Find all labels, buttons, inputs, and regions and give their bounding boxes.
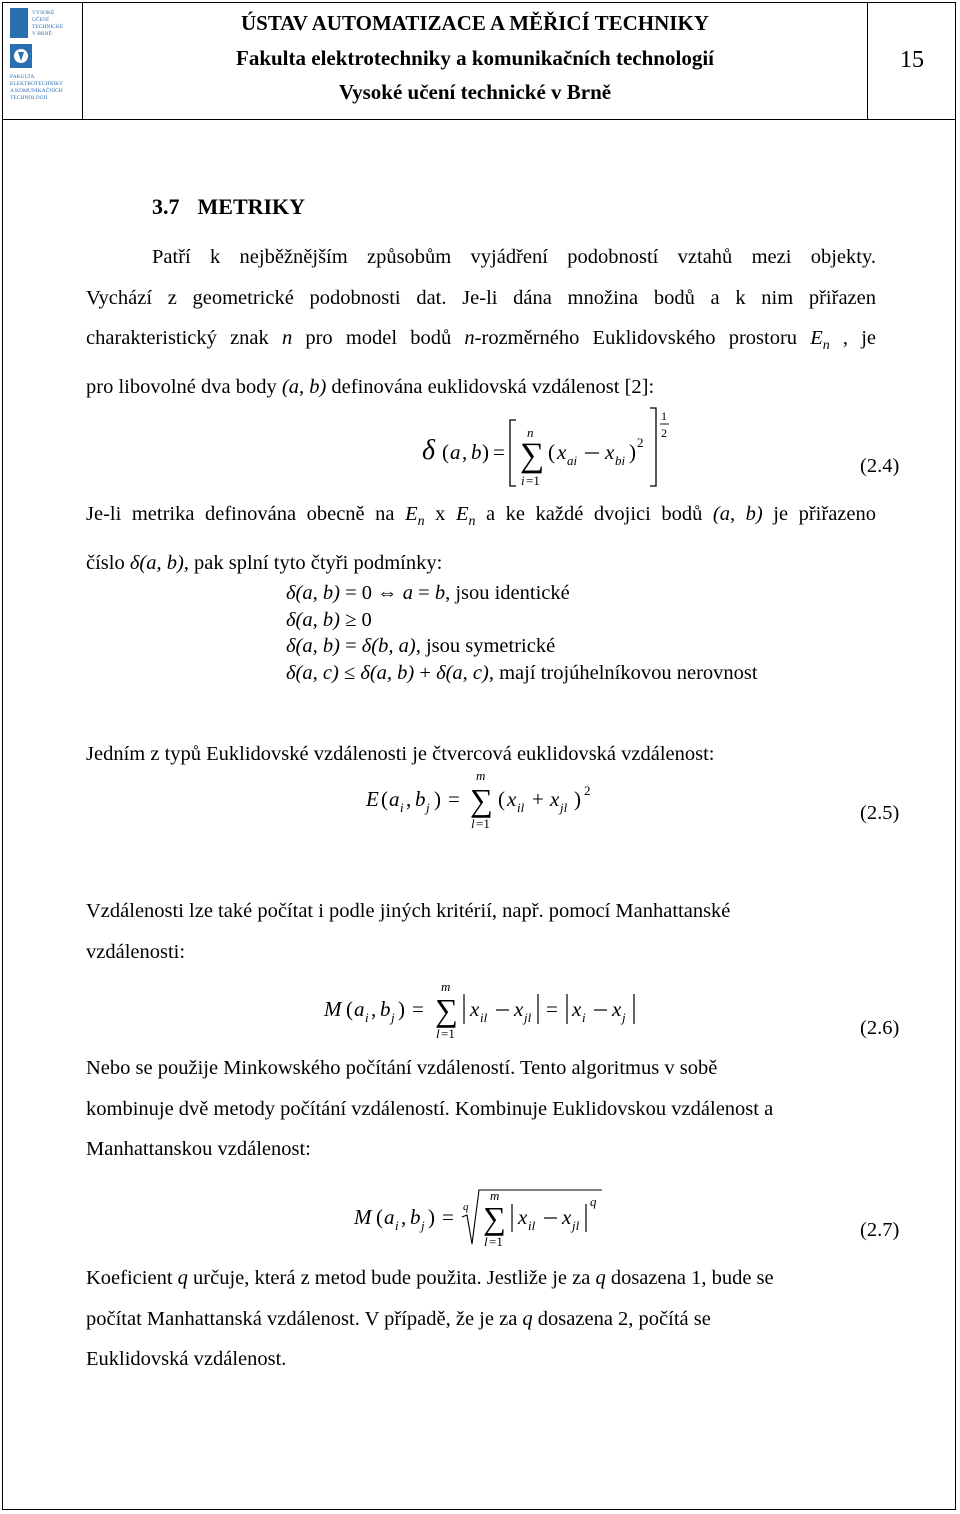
minkowski-intro-paragraph	[86, 1048, 876, 1170]
svg-text:=: =	[546, 997, 558, 1021]
svg-text:i: i	[365, 1010, 369, 1025]
university-name: Vysoké učení technické v Brně	[338, 80, 612, 104]
page-number: 15	[900, 47, 924, 73]
svg-text:(: (	[376, 1205, 383, 1229]
svg-text:,: ,	[406, 787, 412, 811]
svg-text:): )	[434, 787, 441, 811]
svg-text:il: il	[480, 1010, 488, 1025]
intro-line-4: pro libovolné dva body (a, b) definována euklidovská vzdálenost [2]:	[86, 375, 655, 398]
svg-text:(: (	[346, 997, 353, 1021]
svg-text:l: l	[436, 1026, 440, 1041]
svg-text:M: M	[354, 1205, 372, 1229]
svg-text:δ: δ	[422, 435, 436, 466]
svg-text:x: x	[557, 440, 567, 464]
svg-text:m: m	[441, 980, 451, 994]
condition-triangle: δ(a, c) ≤ δ(a, b) + δ(a, c), mají trojúhelníkovou nerovnost	[286, 661, 758, 684]
svg-text:UČENÍ: UČENÍ	[32, 17, 49, 23]
svg-text:jl: jl	[524, 1010, 532, 1025]
conclusion-line-1: Koeficient q určuje, která z metod bude použita. Jestliže je za q dosazena 1, bude se	[86, 1267, 774, 1289]
equation-number-2-5: (2.5)	[860, 802, 900, 824]
minkowski-intro-line-3: Manhattanskou vzdálenost:	[86, 1138, 311, 1160]
svg-text:=1: =1	[476, 816, 490, 831]
svg-text:m: m	[476, 768, 486, 783]
metric-intro-line-1: Je-li metrika definována obecně na $E_n$ x $E_n$ a ke každé dvojici bodů (a, b) je přiřazeno	[86, 503, 877, 530]
page-header	[2, 2, 956, 120]
svg-text:j: j	[421, 1218, 425, 1233]
svg-text:): )	[629, 440, 636, 464]
svg-text:jl: jl	[572, 1218, 580, 1233]
svg-text:+: +	[532, 787, 544, 811]
svg-text:(: (	[442, 440, 449, 464]
svg-text:x: x	[470, 997, 480, 1021]
equation-number-2-6: (2.6)	[860, 1017, 900, 1039]
svg-text:x: x	[507, 787, 517, 811]
svg-text:=: =	[448, 787, 460, 811]
svg-text:l: l	[471, 816, 475, 831]
svg-text:j: j	[622, 1010, 626, 1025]
svg-text:i: i	[395, 1218, 399, 1233]
svg-text:a: a	[389, 787, 400, 811]
equation-2-6	[322, 980, 652, 1046]
svg-text:x: x	[514, 997, 524, 1021]
svg-text:m: m	[490, 1188, 500, 1203]
svg-text:l: l	[484, 1234, 488, 1249]
svg-text:(: (	[548, 440, 555, 464]
svg-text:∑: ∑	[520, 437, 545, 474]
svg-text:x: x	[605, 440, 615, 464]
svg-text:): )	[398, 997, 405, 1021]
svg-text:,: ,	[462, 440, 468, 464]
svg-text:TECHNICKÉ: TECHNICKÉ	[32, 24, 64, 30]
svg-text:b: b	[410, 1205, 421, 1229]
euclid-intro: Jedním z typů Euklidovské vzdálenosti je čtvercová euklidovská vzdálenost:	[86, 743, 715, 765]
svg-text:x: x	[612, 997, 622, 1021]
faculty-name: Fakulta elektrotechniky a komunikačních technologií	[236, 46, 714, 70]
manhattan-intro-line-2: vzdálenosti:	[86, 940, 186, 963]
minkowski-intro-line-1: Nebo se použije Minkowského počítání vzdáleností. Tento algoritmus v sobě	[86, 1057, 718, 1079]
svg-text:x: x	[572, 997, 582, 1021]
svg-text:il: il	[517, 800, 525, 815]
equation-number-2-7: (2.7)	[860, 1219, 900, 1241]
manhattan-intro-paragraph	[86, 891, 876, 972]
intro-line-2: Vychází z geometrické podobnosti dat. Je-li dána množina bodů a k nim přiřazen	[86, 286, 876, 309]
svg-text:a: a	[354, 997, 365, 1021]
svg-text:∑: ∑	[470, 782, 493, 818]
svg-text:FAKULTA: FAKULTA	[10, 74, 35, 80]
institute-name: ÚSTAV AUTOMATIZACE A MĚŘICÍ TECHNIKY	[241, 11, 709, 35]
condition-nonnegative: δ(a, b) ≥ 0	[286, 608, 372, 631]
svg-text:=1: =1	[489, 1234, 503, 1249]
svg-text:a: a	[384, 1205, 395, 1229]
equation-2-5	[364, 768, 614, 832]
svg-text:=1: =1	[526, 473, 540, 488]
svg-text:A KOMUNIKAČNÍCH: A KOMUNIKAČNÍCH	[10, 88, 63, 94]
condition-identity: δ(a, b) = 0 ⇔ a = b, jsou identické	[286, 582, 570, 604]
conclusion-line-3: Euklidovská vzdálenost.	[86, 1348, 287, 1370]
svg-text:M: M	[324, 997, 342, 1021]
svg-text:j: j	[426, 800, 430, 815]
svg-text:=1: =1	[441, 1026, 455, 1041]
svg-text:): )	[574, 787, 581, 811]
svg-text:q: q	[463, 1201, 469, 1213]
svg-text:=: =	[493, 440, 505, 464]
svg-text:i: i	[521, 473, 525, 488]
header-title-block	[82, 2, 868, 119]
section-heading	[152, 194, 323, 220]
svg-text:x: x	[518, 1205, 528, 1229]
svg-text:bi: bi	[615, 453, 626, 468]
svg-text:=: =	[442, 1205, 454, 1229]
svg-text:VYSOKÉ: VYSOKÉ	[32, 10, 55, 16]
metric-intro-paragraph	[86, 494, 876, 583]
conclusion-paragraph	[86, 1258, 876, 1380]
university-logo	[6, 6, 78, 106]
svg-text:=: =	[412, 997, 424, 1021]
svg-text:q: q	[590, 1194, 597, 1209]
intro-line-3: charakteristický znak n pro model bodů n-rozměrného Euklidovského prostoru $E_n$ , je	[86, 327, 876, 354]
svg-text:j: j	[391, 1010, 395, 1025]
svg-text:i: i	[582, 1010, 586, 1025]
svg-text:V BRNĚ: V BRNĚ	[32, 31, 52, 37]
svg-text:(: (	[381, 787, 388, 811]
svg-text:∑: ∑	[483, 1200, 506, 1236]
svg-text:jl: jl	[560, 800, 568, 815]
svg-text:a: a	[450, 440, 461, 464]
minkowski-intro-line-2: kombinuje dvě metody počítání vzdáleností. Kombinuje Euklidovskou vzdálenost a	[86, 1097, 774, 1120]
svg-text:∑: ∑	[435, 992, 458, 1028]
equation-2-7	[352, 1184, 612, 1250]
metric-conditions	[286, 580, 758, 686]
svg-text:il: il	[528, 1218, 536, 1233]
svg-text:n: n	[527, 425, 534, 440]
section-title: METRIKY	[197, 194, 306, 219]
svg-text:(: (	[498, 787, 505, 811]
svg-text:E: E	[366, 787, 379, 811]
svg-text:i: i	[400, 800, 404, 815]
svg-text:2: 2	[661, 426, 667, 440]
svg-text:b: b	[471, 440, 482, 464]
svg-text:): )	[482, 440, 489, 464]
svg-text:): )	[428, 1205, 435, 1229]
metric-intro-line-2: číslo δ(a, b), pak splní tyto čtyři podmínky:	[86, 551, 443, 574]
svg-text:b: b	[380, 997, 391, 1021]
svg-text:,: ,	[401, 1205, 407, 1229]
condition-symmetry: δ(a, b) = δ(b, a), jsou symetrické	[286, 635, 556, 657]
svg-text:x: x	[550, 787, 560, 811]
svg-text:2: 2	[584, 783, 591, 798]
svg-text:,: ,	[371, 997, 377, 1021]
svg-text:b: b	[415, 787, 426, 811]
conclusion-line-2: počítat Manhattanská vzdálenost. V případě, že je za q dosazena 2, počítá se	[86, 1307, 711, 1330]
equation-2-4	[420, 404, 690, 496]
equation-number-2-4: (2.4)	[860, 455, 900, 477]
intro-line-1: Patří k nejběžnějším způsobům vyjádření podobností vztahů mezi objekty.	[152, 246, 876, 268]
manhattan-intro-line-1: Vzdálenosti lze také počítat i podle jiných kritérií, např. pomocí Manhattanské	[86, 900, 731, 922]
svg-text:x: x	[562, 1205, 572, 1229]
svg-text:1: 1	[661, 409, 667, 423]
svg-text:TECHNOLOGIÍ: TECHNOLOGIÍ	[10, 95, 48, 101]
svg-text:2: 2	[637, 435, 644, 450]
svg-text:ai: ai	[567, 453, 578, 468]
intro-paragraph	[86, 237, 876, 407]
section-number: 3.7	[152, 194, 180, 219]
svg-text:ELEKTROTECHNIKY: ELEKTROTECHNIKY	[10, 81, 64, 87]
